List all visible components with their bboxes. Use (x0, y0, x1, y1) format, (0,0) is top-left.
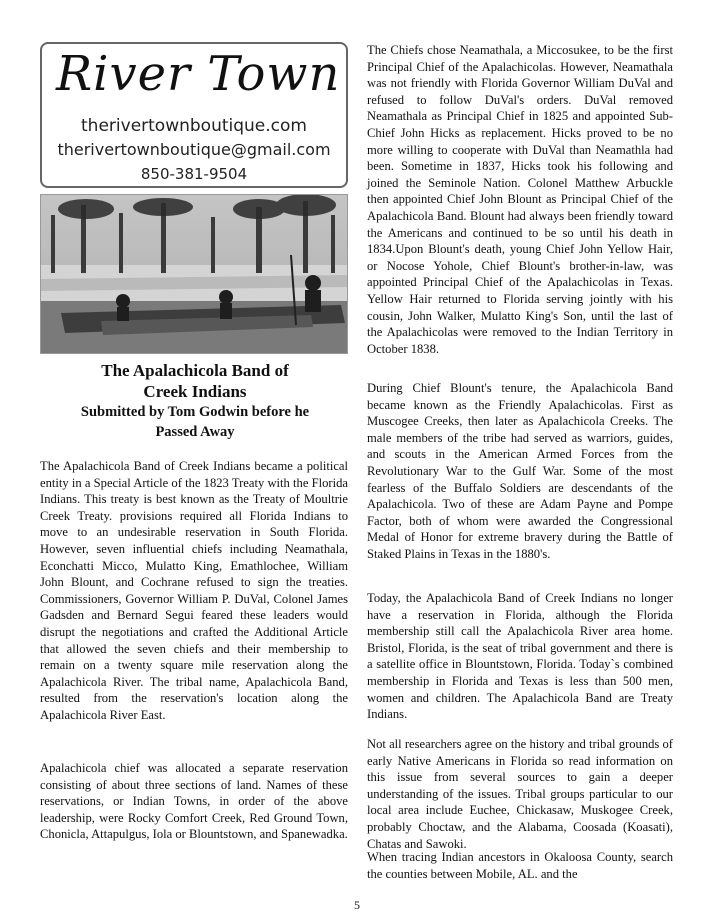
ad-website: therivertownboutique.com (81, 116, 307, 136)
left-column-paragraph-1 (40, 458, 348, 724)
paragraph-text: Not all researchers agree on the history and tribal grounds of early Native Americans in Florida so read information on this issue from several sources to gain a deeper understanding of the issues. Tribal groups particular to our local area include Euchee, Chickasaw, Muskogee Creek, probably Choctaw, and the Alabama, Coosada (Koasati), Chatas and Sawoki. (367, 737, 673, 851)
paragraph-text: During Chief Blount's tenure, the Apalachicola Band became known as the Friendly Apalachicolas. First as Muscogee Creeks, then later as Apalachicola Creeks. The male members of the tribe had served as warriors, guides, and scouts in the American Armed Forces from the Revolutionary War to the Gulf War. Some of the most fearless of the Buffalo Soldiers are descendants of the Apalachicola. Two of these are Adam Payne and Pompe Factor, both of whom were awarded the Congressional Medal of Honor for extreme bravery during the Battle of Staked Plains in Texas in the 1880's. (367, 381, 673, 561)
article-title-line-2: Creek Indians (143, 382, 247, 401)
left-column-paragraph-2 (40, 760, 348, 843)
paragraph-text: When tracing Indian ancestors in Okaloosa County, search the counties between Mobile, AL. and the (367, 850, 673, 881)
right-column-paragraph-1 (367, 42, 673, 357)
right-column-paragraph-2 (367, 380, 673, 563)
paragraph-text: The Apalachicola Band of Creek Indians became a political entity in a Special Article of the 1823 Treaty with the Florida Indians. This treaty is best known as the Treaty of Moultrie Creek Treaty. provisions required all Florida Indians to move to an undesirable reservation in South Florida. However, seven influential chiefs including Neamathala, Econchatti Micco, Mulatto King, Emathlochee, William John Blount, and Cochrane refused to sign the treaties. Commissioners, Governor William P. DuVal, Colonel James Gadsden and Bernard Segui feared these leaders would disrupt the negotiations and crafted the Additional Article that allowed the seven chiefs and their membership to remain on a twenty square mile reservation along the Apalachicola River. The tribal name, Apalachicola Band, resulted from the reservation's location along the Apalachicola River East. (40, 459, 348, 722)
page-number: 5 (354, 898, 360, 912)
article-title-line-1: The Apalachicola Band of (101, 361, 289, 380)
article-byline-line-2: Passed Away (155, 424, 235, 440)
ad-phone: 850-381-9504 (140, 165, 248, 183)
article-byline-line-1: Submitted by Tom Godwin before he (80, 404, 310, 420)
river-engraving-image (40, 194, 348, 354)
right-column-paragraph-4 (367, 736, 673, 852)
paragraph-text: The Chiefs chose Neamathala, a Miccosukee, to be the first Principal Chief of the Apalachicolas. However, Neamathala was not friendly with Florida Governor William DuVal and refused to follow DuVal's orders. DuVal removed Neamathala as Principal Chief in 1825 and appointed Sub-Chief John Hicks as replacement. Hicks proved to be no more willing to cooperate with DuVal than Neamathla had been. Sometime in 1837, Hicks took his following and joined the Seminole Nation. Colonel Matthew Arbuckle then appointed Chief John Blount as Principal Chief of the Apalachicola Band. Blount had always been friendly toward the Americans and continued to be so until his death in 1834.Upon Blount's death, young Chief John Yellow Hair, or Nocose Yohole, Chief Blount's brother-in-law, was appointed Principal Chief of the Apalachicolas in Texas. Yellow Hair returned to Florida serving jointly with his cousin, John Walker, Mulatto King's Son, until the last of the Apalachicolas were removed to the Indian Territory in October 1838. (367, 43, 673, 356)
ad-email: therivertownboutique@gmail.com (57, 140, 331, 159)
paragraph-text: Apalachicola chief was allocated a separate reservation consisting of about three sections of land. Names of these reservations, or Indian Towns, in order of the above leadership, were Rocky Comfort Creek, Red Ground Town, Chonicla, Attapulgus, Iola or Blountstown, and Spanewadka. (40, 761, 348, 842)
right-column-paragraph-5 (367, 849, 673, 882)
right-column-paragraph-3 (367, 590, 673, 723)
paragraph-text: Today, the Apalachicola Band of Creek Indians no longer have a reservation in Florida, although the Florida membership still call the Apalachicola River area home. Bristol, Florida, is the seat of tribal government and there is a satellite office in Blountstown, Florida. Today`s combined membership in Florida and Texas is less than 500 men, women and children. The Apalachicola Band are Treaty Indians. (367, 591, 673, 722)
engraving-illustration (41, 195, 348, 354)
river-town-advertisement (40, 42, 348, 188)
ad-brand-logo: River Town (56, 46, 341, 102)
